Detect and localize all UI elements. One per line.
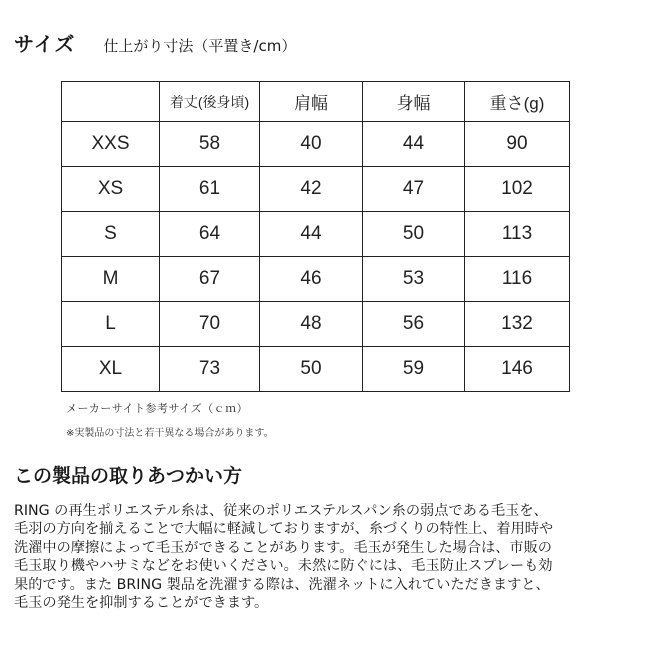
table-cell-shoulder: 42 [260, 167, 363, 212]
care-text-line: 毛玉の発生を抑制することができます。 [14, 595, 269, 612]
table-cell-size: S [62, 212, 160, 257]
table-row [62, 347, 570, 392]
table-cell-size: L [62, 302, 160, 347]
table-cell-chest: 50 [363, 212, 465, 257]
care-text-line: 毛玉取り機やハサミなどをお使いください。未然に防ぐには、毛玉防止スプレーも効 [14, 558, 553, 575]
table-header-row [62, 82, 570, 122]
table-cell-shoulder: 48 [260, 302, 363, 347]
header-cell-weight: 重さ(g) [465, 82, 570, 122]
table-cell-chest: 59 [363, 347, 465, 392]
table-cell-chest: 56 [363, 302, 465, 347]
table-cell-weight: 146 [465, 347, 570, 392]
table-cell-shoulder: 50 [260, 347, 363, 392]
table-cell-size: XXS [62, 122, 160, 167]
table-cell-size: M [62, 257, 160, 302]
care-text-line: 果的です。また BRING 製品を洗濯する際は、洗濯ネットに入れていただきますと、 [14, 576, 550, 593]
header-cell-shoulder: 肩幅 [260, 82, 363, 122]
table-cell-length: 70 [160, 302, 260, 347]
size-table [61, 81, 570, 392]
table-cell-size: XL [62, 347, 160, 392]
size-note: メーカーサイト参考サイズ（ｃｍ） [66, 402, 249, 415]
table-cell-weight: 102 [465, 167, 570, 212]
header-cell-chest: 身幅 [363, 82, 465, 122]
table-cell-length: 58 [160, 122, 260, 167]
table-row [62, 257, 570, 302]
table-cell-weight: 113 [465, 212, 570, 257]
table-cell-shoulder: 46 [260, 257, 363, 302]
table-cell-chest: 47 [363, 167, 465, 212]
care-section-title: この製品の取りあつかい方 [14, 465, 243, 487]
header-cell-size [62, 82, 160, 122]
table-row [62, 212, 570, 257]
table-cell-weight: 90 [465, 122, 570, 167]
table-cell-length: 73 [160, 347, 260, 392]
header-cell-length: 着丈(後身頃) [160, 82, 260, 122]
table-cell-weight: 116 [465, 257, 570, 302]
table-cell-shoulder: 44 [260, 212, 363, 257]
table-row [62, 302, 570, 347]
table-cell-chest: 44 [363, 122, 465, 167]
table-row [62, 167, 570, 212]
care-instructions [14, 502, 640, 612]
table-row [62, 122, 570, 167]
size-header [14, 28, 296, 57]
table-cell-length: 61 [160, 167, 260, 212]
care-text-line: RING の再生ポリエステル糸は、従来のポリエステルスパン糸の弱点である毛玉を、 [14, 503, 548, 519]
size-section-subtitle: 仕上がり寸法（平置き/cm） [103, 37, 297, 55]
care-text-line: 毛羽の方向を揃えることで大幅に軽減しておりますが、糸づくりの特性上、着用時や [14, 521, 554, 538]
table-cell-length: 67 [160, 257, 260, 302]
disclaimer-note: ※実製品の寸法と若干異なる場合があります。 [66, 428, 274, 439]
care-text-line: 洗濯中の摩擦によって毛玉ができることがあります。毛玉が発生した場合は、市販の [14, 539, 552, 556]
table-cell-length: 64 [160, 212, 260, 257]
table-cell-size: XS [62, 167, 160, 212]
table-cell-weight: 132 [465, 302, 570, 347]
size-section-title: サイズ [14, 32, 76, 56]
table-cell-shoulder: 40 [260, 122, 363, 167]
table-cell-chest: 53 [363, 257, 465, 302]
